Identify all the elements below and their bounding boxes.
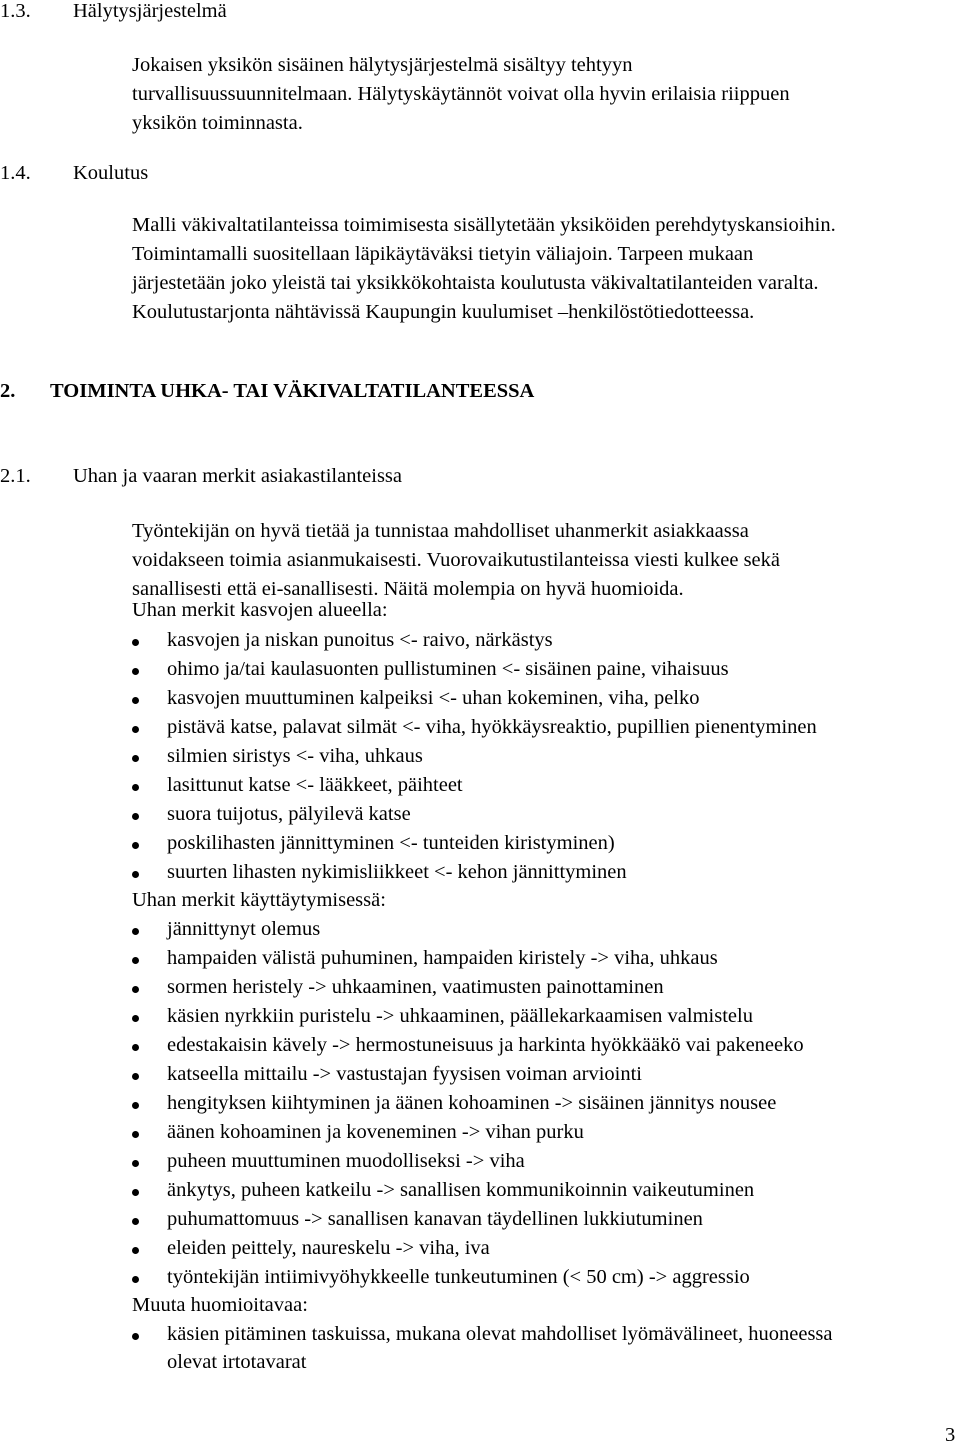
bullet-icon [132, 639, 139, 646]
section-1-3-title: Hälytysjärjestelmä [73, 0, 227, 22]
bullet-icon [132, 1073, 139, 1080]
bullet-icon [132, 1276, 139, 1283]
section-2-1-paragraph: Työntekijän on hyvä tietää ja tunnistaa mahdolliset uhanmerkit asiakkaassa voidakseen toimia asianmukaisesti. Vuorovaikutustilanteissa viesti kulkee sekä sanallisesti että ei-sanallisesti. Näitä molempia on hyvä huomioida. [132, 520, 780, 600]
bullet-icon [132, 842, 139, 849]
bullet-icon [132, 1044, 139, 1051]
bullet-icon [132, 1218, 139, 1225]
bullet-icon [132, 1189, 139, 1196]
bullet-icon [132, 928, 139, 935]
section-1-4-paragraph: Malli väkivaltatilanteissa toimimisesta sisällytetään yksiköiden perehdytyskansioihin. Toimintamalli suositellaan läpikäytäväksi tietyin väliajoin. Tarpeen mukaan järjestetään joko yleistä tai yksikkökohtaista koulutusta väkivaltatilanteiden varalta. Koulutustarjonta nähtävissä Kaupungin kuulumiset –henkilöstötiedotteessa. [132, 214, 836, 323]
bullet-icon [132, 668, 139, 675]
bullet-icon [132, 697, 139, 704]
section-2-number: 2. [0, 380, 16, 402]
bullet-icon [132, 1160, 139, 1167]
section-1-4-title: Koulutus [73, 162, 149, 184]
bullet-icon [132, 784, 139, 791]
bullet-icon [132, 1102, 139, 1109]
bullet-icon [132, 755, 139, 762]
page-number: 3 [945, 1424, 956, 1446]
bullet-icon [132, 726, 139, 733]
bullet-icon [132, 1333, 139, 1340]
section-1-3-number: 1.3. [0, 0, 31, 22]
section-1-4-number: 1.4. [0, 162, 31, 184]
face-signs-heading: Uhan merkit kasvojen alueella: [132, 599, 388, 621]
section-2-1-title: Uhan ja vaaran merkit asiakastilanteissa [73, 465, 403, 487]
bullet-icon [132, 871, 139, 878]
section-2-1-number: 2.1. [0, 465, 31, 487]
bullet-icon [132, 1015, 139, 1022]
bullet-icon [132, 986, 139, 993]
bullet-icon [132, 813, 139, 820]
section-2-title: TOIMINTA UHKA- TAI VÄKIVALTATILANTEESSA [50, 380, 535, 402]
section-1-3-paragraph: Jokaisen yksikön sisäinen hälytysjärjestelmä sisältyy tehtyyn turvallisuussuunnitelmaan. Hälytyskäytännöt voivat olla hyvin erilaisia riippuen yksikön toiminnasta. [132, 54, 790, 134]
other-notes-heading: Muuta huomioitavaa: [132, 1294, 308, 1316]
bullet-icon [132, 1131, 139, 1138]
bullet-icon [132, 957, 139, 964]
behavior-signs-heading: Uhan merkit käyttäytymisessä: [132, 889, 386, 911]
bullet-icon [132, 1247, 139, 1254]
